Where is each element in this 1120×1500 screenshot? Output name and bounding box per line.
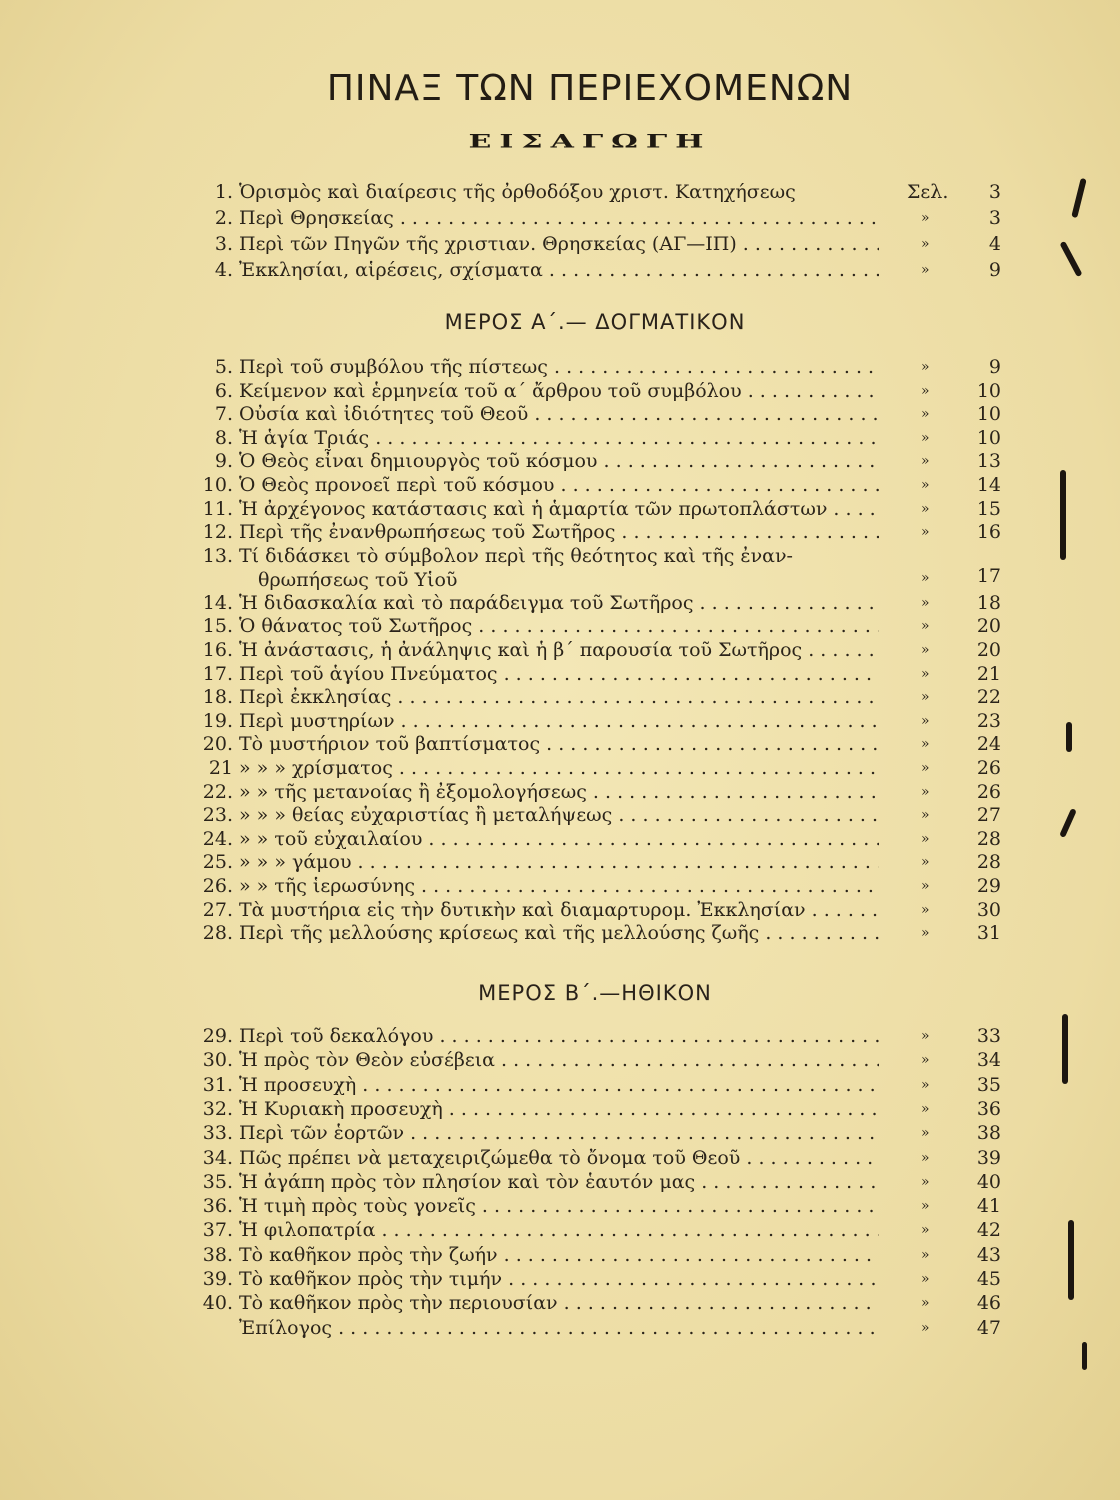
ditto-mark: » bbox=[921, 236, 930, 252]
toc-entry bbox=[195, 1170, 1005, 1194]
ditto-mark: » bbox=[921, 760, 930, 776]
entry-number: 8. bbox=[214, 426, 233, 449]
part-b-heading: ΜΕΡΟΣ Β΄.—ΗΘΙΚΟΝ bbox=[478, 981, 712, 1005]
toc-entry bbox=[195, 638, 1005, 662]
page-number: 20 bbox=[976, 639, 1001, 661]
entry-title: Κείμενον καὶ ἑρμηνεία τοῦ α΄ ἄρθρου τοῦ συμβόλου . . . bbox=[239, 379, 879, 403]
ditto-mark: » bbox=[921, 594, 930, 611]
entry-number: 7. bbox=[214, 403, 233, 426]
page-number: 38 bbox=[976, 1122, 1001, 1145]
page-number: 10 bbox=[976, 403, 1001, 426]
pen-mark bbox=[1071, 178, 1086, 218]
entry-title: » » τοῦ εὐχαιλαίου . . . bbox=[239, 827, 879, 851]
toc-entry bbox=[195, 379, 1005, 403]
entry-number: 35. bbox=[202, 1170, 233, 1193]
toc-entry bbox=[195, 1097, 1005, 1121]
toc-entry bbox=[195, 449, 1005, 473]
page-number: 23 bbox=[976, 709, 1001, 732]
entry-number: 6. bbox=[214, 379, 233, 402]
page-number: 47 bbox=[976, 1316, 1001, 1339]
ditto-mark: » bbox=[921, 665, 930, 682]
entry-number: 25. bbox=[202, 851, 233, 874]
entry-number: 32. bbox=[202, 1097, 233, 1120]
page-number: 28 bbox=[976, 851, 1001, 874]
entry-number: 38. bbox=[202, 1243, 233, 1266]
toc-entry bbox=[195, 426, 1005, 450]
page-number: 9 bbox=[988, 259, 1001, 281]
entry-number: 12. bbox=[202, 521, 233, 544]
pen-mark bbox=[1068, 1220, 1074, 1300]
toc-entry bbox=[195, 1267, 1005, 1291]
page-number: 16 bbox=[976, 521, 1001, 544]
entry-number: 11. bbox=[202, 497, 233, 520]
pen-mark bbox=[1082, 1342, 1087, 1370]
page-number: 43 bbox=[976, 1243, 1001, 1266]
entry-title: Ἡ ἀνάστασις, ἡ ἀνάληψις καὶ ἡ β΄ παρουσία τοῦ Σωτῆρος . . . bbox=[239, 638, 879, 662]
pen-mark bbox=[1059, 241, 1082, 277]
pen-mark bbox=[1059, 808, 1077, 838]
page-number: 21 bbox=[976, 662, 1001, 685]
page-number: 45 bbox=[976, 1268, 1001, 1290]
entry-title: Περὶ τῶν ἑορτῶν . . . bbox=[239, 1121, 879, 1145]
ditto-mark: » bbox=[921, 878, 930, 894]
entry-title: Ἡ πρὸς τὸν Θεὸν εὐσέβεια . . . bbox=[239, 1048, 879, 1072]
ditto-mark: » bbox=[921, 712, 930, 729]
ditto-mark: » bbox=[921, 1076, 930, 1093]
entry-number: 16. bbox=[202, 639, 233, 661]
entry-title: Τί διδάσκει τὸ σύμβολον περὶ τῆς θεότητος καὶ τῆς ἐναν- bbox=[239, 544, 793, 567]
toc-entry bbox=[195, 473, 1005, 497]
ditto-mark: » bbox=[921, 569, 930, 586]
entry-title: » » » χρίσματος . . . bbox=[239, 756, 879, 780]
ditto-mark: » bbox=[921, 1198, 930, 1215]
entry-title: Οὐσία καὶ ἰδιότητες τοῦ Θεοῦ . . . bbox=[239, 402, 879, 426]
ditto-mark: » bbox=[921, 1149, 930, 1166]
page-number: 14 bbox=[976, 474, 1001, 496]
ditto-mark: » bbox=[921, 642, 930, 658]
page-number: 36 bbox=[976, 1097, 1001, 1120]
ditto-mark: » bbox=[921, 1125, 930, 1142]
page-number: 40 bbox=[976, 1170, 1001, 1193]
entry-title: Ὁρισμὸς καὶ διαίρεσις τῆς ὀρθοδόξου χριστ. Κατηχήσεως bbox=[239, 181, 796, 203]
entry-title: Περὶ τῆς ἐνανθρωπήσεως τοῦ Σωτῆρος . . . bbox=[239, 520, 879, 544]
page-number: 39 bbox=[976, 1146, 1001, 1169]
page-number: 42 bbox=[976, 1219, 1001, 1242]
ditto-mark: » bbox=[921, 453, 930, 470]
entry-number: 26. bbox=[202, 875, 233, 897]
ditto-mark: » bbox=[921, 1052, 930, 1069]
entry-number: 22. bbox=[202, 780, 233, 803]
page-number: 13 bbox=[976, 450, 1001, 473]
part-a-heading: ΜΕΡΟΣ Α΄.— ΔΟΓΜΑΤΙΚΟΝ bbox=[444, 310, 746, 334]
pen-mark bbox=[1066, 722, 1072, 752]
entry-number: 28. bbox=[202, 922, 233, 945]
ditto-mark: » bbox=[921, 1222, 930, 1239]
entry-number: 9. bbox=[214, 450, 233, 473]
ditto-mark: » bbox=[921, 1028, 930, 1044]
toc-entry bbox=[195, 1243, 1005, 1267]
entry-title: » » τῆς ἱερωσύνης . . . bbox=[239, 874, 879, 898]
page-number: 28 bbox=[976, 827, 1001, 850]
toc-entry bbox=[195, 756, 1005, 780]
page-number: 30 bbox=[976, 898, 1001, 921]
pen-mark bbox=[1060, 470, 1066, 560]
ditto-mark: » bbox=[921, 524, 930, 541]
entry-title: Ἡ προσευχὴ . . . bbox=[239, 1073, 879, 1097]
toc-entry bbox=[195, 685, 1005, 709]
ditto-mark: » bbox=[921, 854, 930, 871]
toc-entry bbox=[195, 1316, 1005, 1340]
page-number: 22 bbox=[976, 686, 1001, 709]
ditto-mark: » bbox=[921, 830, 930, 847]
ditto-mark: » bbox=[921, 689, 930, 706]
entry-number: 3. bbox=[214, 233, 233, 255]
entry-title: Ἡ Κυριακὴ προσευχὴ . . . bbox=[239, 1097, 879, 1121]
toc-entry bbox=[195, 180, 1005, 204]
entry-title: Τὸ μυστήριον τοῦ βαπτίσματος . . . bbox=[239, 732, 879, 756]
page-number: 26 bbox=[976, 780, 1001, 803]
page-number: 46 bbox=[976, 1292, 1001, 1315]
entry-number: 40. bbox=[202, 1292, 233, 1315]
toc-entry bbox=[195, 206, 1005, 230]
page-number: 27 bbox=[976, 804, 1001, 827]
entry-number: 2. bbox=[214, 207, 233, 229]
page-number: 41 bbox=[976, 1195, 1001, 1218]
toc-entry bbox=[195, 898, 1005, 922]
page-number: 3 bbox=[988, 207, 1001, 229]
entry-title: Περὶ μυστηρίων . . . bbox=[239, 709, 879, 733]
toc-entry bbox=[195, 850, 1005, 874]
introduction-heading: ΕΙΣΑΓΩΓΗ bbox=[468, 130, 712, 153]
ditto-mark: » bbox=[921, 1271, 930, 1287]
ditto-mark: » bbox=[921, 736, 930, 753]
entry-number: 14. bbox=[202, 591, 233, 614]
ditto-mark: » bbox=[921, 783, 930, 800]
entry-title-continuation: θρωπήσεως τοῦ Υἱοῦ bbox=[258, 568, 458, 591]
toc-entry bbox=[195, 497, 1005, 521]
toc-entry bbox=[195, 1073, 1005, 1097]
toc-entry bbox=[195, 402, 1005, 426]
entry-title: Τὸ καθῆκον πρὸς τὴν τιμήν . . . bbox=[239, 1267, 879, 1291]
entry-number: 17. bbox=[202, 662, 233, 685]
page-number: 34 bbox=[976, 1049, 1001, 1072]
toc-entry bbox=[195, 355, 1005, 379]
ditto-mark: » bbox=[921, 359, 930, 375]
page-number: 10 bbox=[976, 379, 1001, 402]
page-number: 31 bbox=[976, 922, 1001, 945]
toc-entry bbox=[195, 591, 1005, 615]
entry-number: 18. bbox=[202, 686, 233, 709]
ditto-mark: » bbox=[921, 925, 930, 942]
page-number: 10 bbox=[976, 426, 1001, 449]
entry-title: Ἡ ἀρχέγονος κατάστασις καὶ ἡ ἁμαρτία τῶν πρωτοπλάστων . . . bbox=[239, 497, 879, 521]
toc-entry bbox=[195, 780, 1005, 804]
entry-title: Ἡ ἀγάπη πρὸς τὸν πλησίον καὶ τὸν ἑαυτόν μας . . . bbox=[239, 1170, 879, 1194]
page-number: 26 bbox=[976, 757, 1001, 779]
page-number: 33 bbox=[976, 1025, 1001, 1047]
page-number: 3 bbox=[988, 181, 1001, 203]
entry-title: Περὶ τῆς μελλούσης κρίσεως καὶ τῆς μελλούσης ζωῆς . . . bbox=[239, 921, 879, 945]
entry-title: Ἐπίλογος . . . bbox=[239, 1316, 879, 1340]
entry-title: » » » γάμου . . . bbox=[239, 850, 879, 874]
ditto-mark: » bbox=[921, 262, 930, 278]
entry-title: » » τῆς μετανοίας ἢ ἐξομολογήσεως . . . bbox=[239, 780, 879, 804]
toc-entry bbox=[195, 827, 1005, 851]
entry-title: Ἡ ἁγία Τριάς . . . bbox=[239, 426, 879, 450]
ditto-mark: » bbox=[921, 477, 930, 493]
entry-number: 15. bbox=[202, 615, 233, 638]
entry-number: 31. bbox=[202, 1073, 233, 1096]
page-number: 20 bbox=[976, 615, 1001, 638]
toc-entry bbox=[195, 232, 1005, 256]
page-number: 4 bbox=[988, 233, 1001, 255]
page-title: ΠΙΝΑΞ ΤΩΝ ΠΕΡΙΕΧΟΜΕΝΩΝ bbox=[326, 68, 854, 109]
entry-number: 5. bbox=[214, 356, 233, 378]
entry-number: 33. bbox=[202, 1122, 233, 1145]
entry-number: 34. bbox=[202, 1146, 233, 1169]
entry-title: Ἡ διδασκαλία καὶ τὸ παράδειγμα τοῦ Σωτῆρος . . . bbox=[239, 591, 879, 615]
ditto-mark: » bbox=[921, 210, 930, 226]
entry-title: » » » θείας εὐχαριστίας ἢ μεταλήψεως . . . bbox=[239, 803, 879, 827]
ditto-mark: » bbox=[921, 382, 930, 399]
entry-number: 30. bbox=[202, 1049, 233, 1072]
entry-number: 39. bbox=[202, 1268, 233, 1290]
page-number: 35 bbox=[976, 1073, 1001, 1096]
toc-entry bbox=[195, 1291, 1005, 1315]
page-number: 17 bbox=[976, 564, 1001, 587]
entry-title: Ὁ Θεὸς προνοεῖ περὶ τοῦ κόσμου . . . bbox=[239, 473, 879, 497]
toc-entry bbox=[195, 1194, 1005, 1218]
ditto-mark: » bbox=[921, 500, 930, 517]
entry-title: Περὶ τοῦ δεκαλόγου . . . bbox=[239, 1024, 879, 1048]
toc-entry bbox=[195, 258, 1005, 282]
entry-number: 4. bbox=[214, 259, 233, 281]
ditto-mark: » bbox=[921, 618, 930, 635]
toc-entry bbox=[195, 520, 1005, 544]
ditto-mark: » bbox=[921, 429, 930, 446]
pen-mark bbox=[1062, 1014, 1068, 1084]
ditto-mark: » bbox=[921, 406, 930, 423]
page-number: 9 bbox=[988, 356, 1001, 378]
entry-title: Ἡ τιμὴ πρὸς τοὺς γονεῖς . . . bbox=[239, 1194, 879, 1218]
entry-number: 21 bbox=[208, 757, 233, 779]
toc-entry bbox=[195, 1048, 1005, 1072]
page-number: 15 bbox=[976, 497, 1001, 520]
entry-title: Περὶ τῶν Πηγῶν τῆς χριστιαν. Θρησκείας (ΑΓ—ΙΠ) . . . bbox=[239, 232, 879, 256]
entry-title: Πῶς πρέπει νὰ μεταχειριζώμεθα τὸ ὄνομα τοῦ Θεοῦ . . . bbox=[239, 1146, 879, 1170]
toc-entry bbox=[195, 614, 1005, 638]
toc-entry bbox=[195, 1024, 1005, 1048]
entry-number: 13. bbox=[202, 544, 233, 567]
ditto-mark: » bbox=[921, 1246, 930, 1263]
page-number: 29 bbox=[976, 875, 1001, 897]
entry-number: 23. bbox=[202, 804, 233, 827]
entry-title: Περὶ τοῦ συμβόλου τῆς πίστεως . . . bbox=[239, 355, 879, 379]
entry-number: 27. bbox=[202, 898, 233, 921]
toc-entry bbox=[195, 1218, 1005, 1242]
entry-title: Περὶ Θρησκείας . . . bbox=[239, 206, 879, 230]
page-number: 18 bbox=[976, 591, 1001, 614]
entry-number: 29. bbox=[202, 1025, 233, 1047]
entry-title: Ὁ θάνατος τοῦ Σωτῆρος . . . bbox=[239, 614, 879, 638]
toc-entry bbox=[195, 1146, 1005, 1170]
entry-number: 37. bbox=[202, 1219, 233, 1242]
entry-title: Ἐκκλησίαι, αἱρέσεις, σχίσματα . . . bbox=[239, 258, 879, 282]
entry-title: Τὸ καθῆκον πρὸς τὴν ζωήν . . . bbox=[239, 1243, 879, 1267]
ditto-mark: » bbox=[921, 1319, 930, 1336]
entry-number: 24. bbox=[202, 827, 233, 850]
toc-entry bbox=[195, 709, 1005, 733]
entry-title: Περὶ τοῦ ἁγίου Πνεύματος . . . bbox=[239, 662, 879, 686]
entry-title: Ἡ φιλοπατρία . . . bbox=[239, 1218, 879, 1242]
entry-title: Τὰ μυστήρια εἰς τὴν δυτικὴν καὶ διαμαρτυρομ. Ἐκκλησίαν . . . bbox=[239, 898, 879, 922]
ditto-mark: » bbox=[921, 901, 930, 918]
entry-number: 1. bbox=[214, 181, 233, 203]
toc-entry bbox=[195, 1121, 1005, 1145]
toc-entry bbox=[195, 921, 1005, 945]
entry-number: 36. bbox=[202, 1195, 233, 1218]
toc-entry bbox=[195, 732, 1005, 756]
toc-entry bbox=[195, 803, 1005, 827]
entry-title: Περὶ ἐκκλησίας . . . bbox=[239, 685, 879, 709]
toc-entry bbox=[195, 662, 1005, 686]
entry-number: 19. bbox=[202, 709, 233, 732]
page-label: Σελ. bbox=[907, 181, 949, 203]
entry-number: 10. bbox=[202, 474, 233, 496]
page-number: 24 bbox=[976, 733, 1001, 756]
entry-title: Τὸ καθῆκον πρὸς τὴν περιουσίαν . . . bbox=[239, 1291, 879, 1315]
ditto-mark: » bbox=[921, 1173, 930, 1190]
entry-number: 20. bbox=[202, 733, 233, 756]
ditto-mark: » bbox=[921, 1100, 930, 1117]
ditto-mark: » bbox=[921, 1295, 930, 1312]
ditto-mark: » bbox=[921, 807, 930, 824]
toc-entry bbox=[195, 874, 1005, 898]
entry-title: Ὁ Θεὸς εἶναι δημιουργὸς τοῦ κόσμου . . . bbox=[239, 449, 879, 473]
